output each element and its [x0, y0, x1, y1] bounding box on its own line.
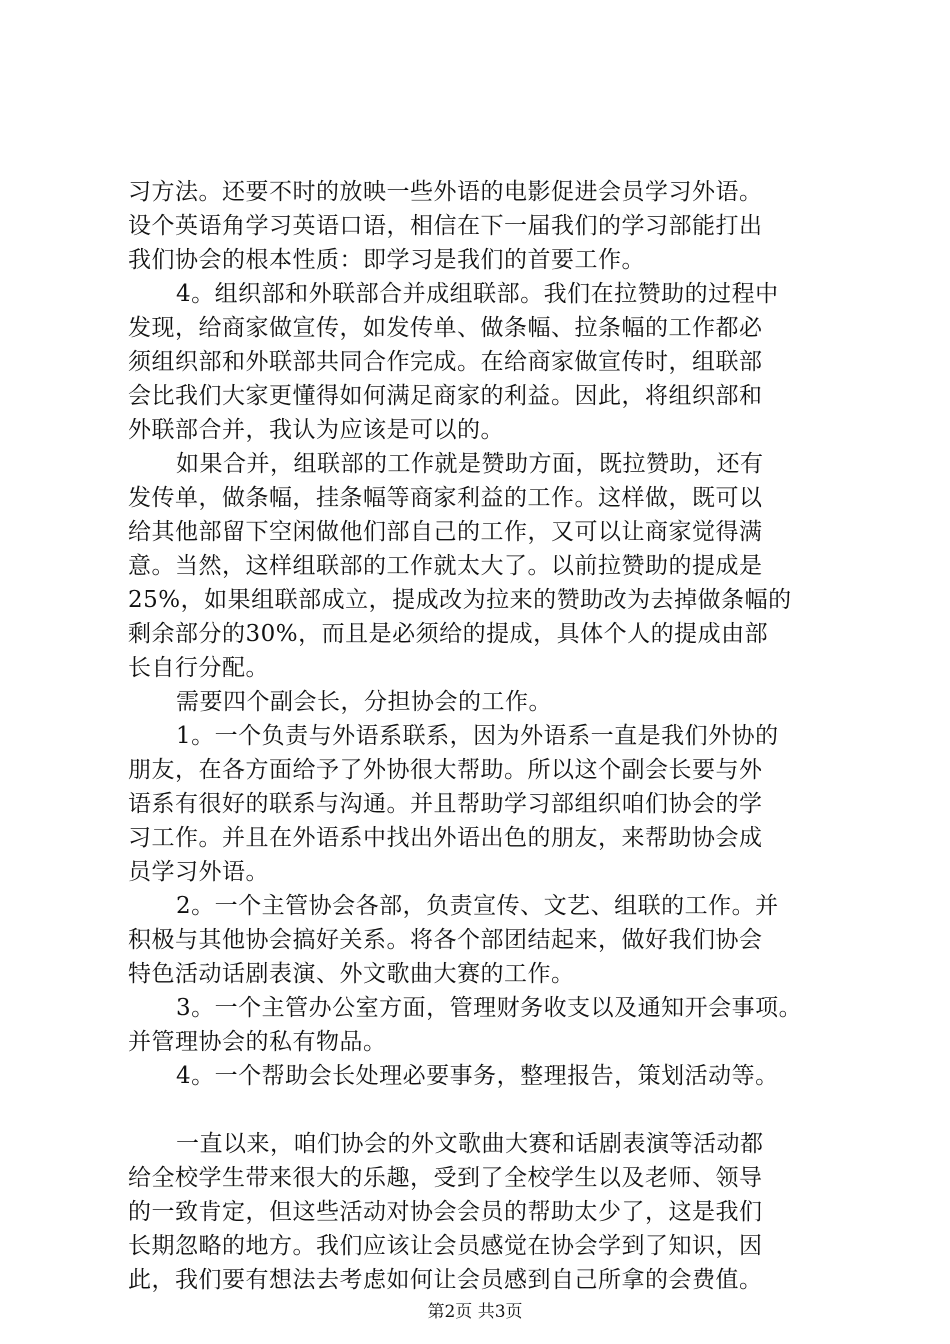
text-line-1: 习方法。还要不时的放映一些外语的电影促进会员学习外语。	[128, 179, 763, 205]
text-line-25: 3。一个主管办公室方面，管理财务收支以及通知开会事项。	[176, 995, 803, 1021]
text-line-19: 语系有很好的联系与沟通。并且帮助学习部组织咱们协会的学	[128, 791, 763, 817]
text-line-15: 长自行分配。	[128, 655, 269, 681]
text-line-21: 员学习外语。	[128, 859, 269, 885]
text-line-23: 积极与其他协会搞好关系。将各个部团结起来，做好我们协会	[128, 927, 763, 953]
text-line-29: 给全校学生带来很大的乐趣，受到了全校学生以及老师、领导	[128, 1165, 763, 1191]
text-line-2: 设个英语角学习英语口语，相信在下一届我们的学习部能打出	[128, 213, 763, 239]
text-line-9: 如果合并，组联部的工作就是赞助方面，既拉赞助，还有	[176, 451, 764, 477]
text-line-31: 长期忽略的地方。我们应该让会员感觉在协会学到了知识，因	[128, 1233, 763, 1259]
page-number-footer: 第2页 共3页	[427, 1302, 523, 1322]
text-line-12: 意。当然，这样组联部的工作就太大了。以前拉赞助的提成是	[128, 553, 763, 579]
text-line-3: 我们协会的根本性质：即学习是我们的首要工作。	[128, 247, 645, 273]
text-line-26: 并管理协会的私有物品。	[128, 1029, 387, 1055]
text-line-22: 2。一个主管协会各部，负责宣传、文艺、组联的工作。并	[176, 893, 779, 919]
text-line-20: 习工作。并且在外语系中找出外语出色的朋友，来帮助协会成	[128, 825, 763, 851]
text-line-24: 特色活动话剧表演、外文歌曲大赛的工作。	[128, 961, 575, 987]
text-line-6: 须组织部和外联部共同合作完成。在给商家做宣传时，组联部	[128, 349, 763, 375]
text-line-4: 4。组织部和外联部合并成组联部。我们在拉赞助的过程中	[176, 281, 779, 307]
text-line-7: 会比我们大家更懂得如何满足商家的利益。因此，将组织部和	[128, 383, 763, 409]
text-line-28: 一直以来，咱们协会的外文歌曲大赛和话剧表演等活动都	[176, 1131, 764, 1157]
text-line-27: 4。一个帮助会长处理必要事务，整理报告，策划活动等。	[176, 1063, 779, 1089]
text-line-30: 的一致肯定，但这些活动对协会会员的帮助太少了，这是我们	[128, 1199, 763, 1225]
text-line-13: 25%，如果组联部成立，提成改为拉来的赞助改为去掉做条幅的	[128, 587, 792, 613]
text-line-18: 朋友，在各方面给予了外协很大帮助。所以这个副会长要与外	[128, 757, 763, 783]
text-line-10: 发传单，做条幅，挂条幅等商家利益的工作。这样做，既可以	[128, 485, 763, 511]
text-line-17: 1。一个负责与外语系联系，因为外语系一直是我们外协的	[176, 723, 779, 749]
text-line-5: 发现，给商家做宣传，如发传单、做条幅、拉条幅的工作都必	[128, 315, 763, 341]
text-line-32: 此，我们要有想法去考虑如何让会员感到自己所拿的会费值。	[128, 1267, 763, 1293]
text-line-11: 给其他部留下空闲做他们部自己的工作，又可以让商家觉得满	[128, 519, 763, 545]
text-line-8: 外联部合并，我认为应该是可以的。	[128, 417, 504, 443]
text-line-14: 剩余部分的30%，而且是必须给的提成，具体个人的提成由部	[128, 621, 769, 647]
text-line-16: 需要四个副会长，分担协会的工作。	[176, 689, 552, 715]
